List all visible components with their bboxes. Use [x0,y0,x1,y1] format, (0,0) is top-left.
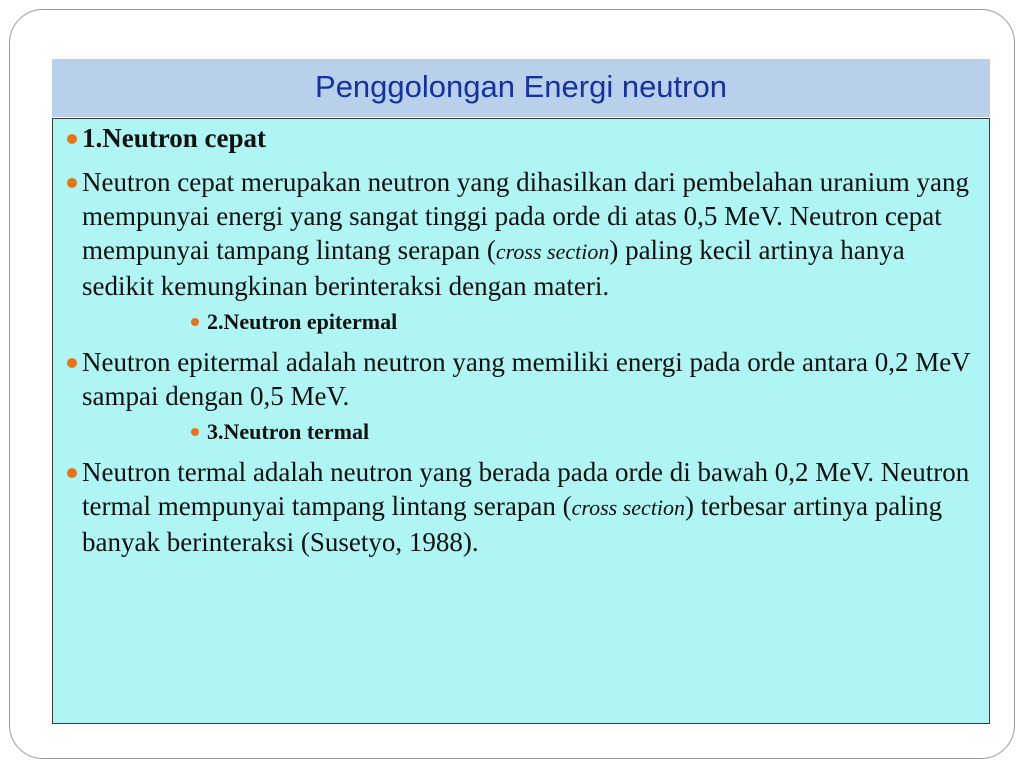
content-list [69,121,979,569]
desc-text-before: Neutron cepat merupakan neutron yang dihasilkan dari pembelahan uranium yang mempunyai energi yang sangat tinggi pada orde di atas 0,5 MeV. Neutron cepat mempunyai tampang lintang serapan ( [82,167,969,265]
title-bar [52,59,990,117]
desc-text-after: ) paling kecil artinya hanya sedikit kemungkinan berinteraksi dengan materi. [82,235,905,301]
bullet-icon [67,178,77,188]
heading-neutron-epitermal: 2.Neutron epitermal [207,309,398,334]
bullet-icon [67,134,77,144]
list-item-neutron-epitermal-desc [69,345,979,413]
desc-text-before: Neutron termal adalah neutron yang berada pada orde di bawah 0,2 MeV. Neutron termal mempunyai tampang lintang serapan ( [82,457,970,521]
desc-text-after: ) terbesar artinya paling banyak berinteraksi (Susetyo, 1988). [82,491,943,557]
bullet-icon [191,318,199,326]
bullet-icon [191,428,199,436]
bullet-icon [67,468,77,478]
heading-neutron-cepat: 1.Neutron cepat [82,123,266,153]
list-item-neutron-cepat-desc [69,165,979,303]
slide-title: Penggolongan Energi neutron [315,69,727,104]
sub-item-neutron-termal [189,417,979,447]
desc-italic: cross section [571,495,686,520]
bullet-icon [67,358,77,368]
sub-item-neutron-epitermal [189,307,979,337]
list-item-neutron-termal-desc [69,455,979,559]
heading-neutron-termal: 3.Neutron termal [207,419,370,444]
desc-italic: cross section [495,239,610,264]
list-item-neutron-cepat-heading [69,121,979,155]
content-box [52,118,990,724]
desc-text: Neutron epitermal adalah neutron yang memiliki energi pada orde antara 0,2 MeV sampai dengan 0,5 MeV. [82,347,971,411]
